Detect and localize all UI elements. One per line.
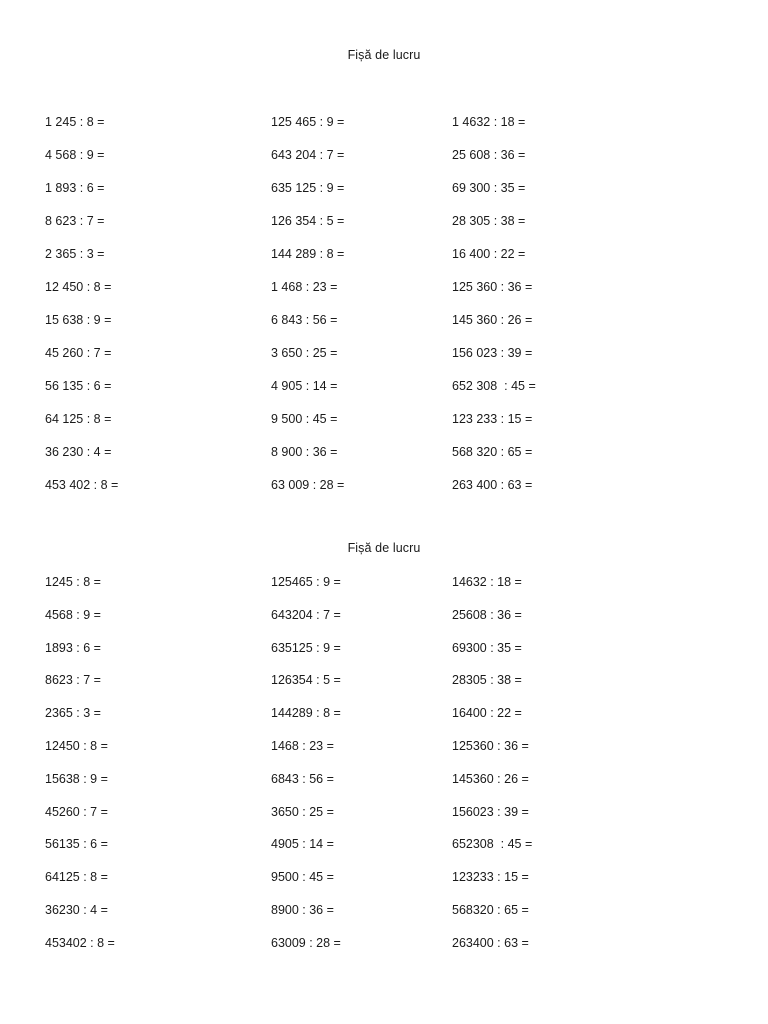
exercise-row bbox=[45, 444, 745, 477]
division-exercise: 6 843 : 56 = bbox=[271, 313, 338, 327]
division-exercise: 69 300 : 35 = bbox=[452, 181, 526, 195]
division-exercise: 1468 : 23 = bbox=[271, 738, 334, 753]
division-exercise: 652308 : 45 = bbox=[452, 837, 533, 852]
division-exercise: 144 289 : 8 = bbox=[271, 247, 345, 261]
division-exercise: 126 354 : 5 = bbox=[271, 214, 345, 228]
division-exercise: 2 365 : 3 = bbox=[45, 247, 105, 261]
division-exercise: 2365 : 3 = bbox=[45, 706, 101, 721]
exercise-row bbox=[45, 804, 745, 837]
division-exercise: 635125 : 9 = bbox=[271, 640, 341, 655]
division-exercise: 8623 : 7 = bbox=[45, 673, 101, 688]
division-exercise: 28 305 : 38 = bbox=[452, 214, 526, 228]
division-exercise: 156 023 : 39 = bbox=[452, 346, 533, 360]
exercise-row bbox=[45, 213, 745, 246]
division-exercise: 6843 : 56 = bbox=[271, 771, 334, 786]
division-exercise: 643204 : 7 = bbox=[271, 607, 341, 622]
division-exercise: 123 233 : 15 = bbox=[452, 412, 533, 426]
exercise-row bbox=[45, 902, 745, 935]
division-exercise: 69300 : 35 = bbox=[452, 640, 522, 655]
exercise-row bbox=[45, 279, 745, 312]
exercise-row bbox=[45, 738, 745, 771]
exercise-row bbox=[45, 114, 745, 147]
division-exercise: 125 465 : 9 = bbox=[271, 115, 345, 129]
exercise-grid bbox=[45, 114, 745, 510]
division-exercise: 568320 : 65 = bbox=[452, 902, 529, 917]
division-exercise: 635 125 : 9 = bbox=[271, 181, 345, 195]
exercise-row bbox=[45, 411, 745, 444]
exercise-row bbox=[45, 574, 745, 607]
division-exercise: 3650 : 25 = bbox=[271, 804, 334, 819]
exercise-row bbox=[45, 771, 745, 804]
division-exercise: 8 900 : 36 = bbox=[271, 445, 338, 459]
division-exercise: 156023 : 39 = bbox=[452, 804, 529, 819]
division-exercise: 145360 : 26 = bbox=[452, 771, 529, 786]
division-exercise: 453 402 : 8 = bbox=[45, 478, 119, 492]
division-exercise: 123233 : 15 = bbox=[452, 870, 529, 885]
exercise-row bbox=[45, 869, 745, 902]
division-exercise: 45260 : 7 = bbox=[45, 804, 108, 819]
division-exercise: 125465 : 9 = bbox=[271, 575, 341, 589]
exercise-row bbox=[45, 672, 745, 705]
division-exercise: 263400 : 63 = bbox=[452, 935, 529, 950]
exercise-row bbox=[45, 836, 745, 869]
division-exercise: 64125 : 8 = bbox=[45, 870, 108, 885]
division-exercise: 64 125 : 8 = bbox=[45, 412, 112, 426]
worksheet-title: Fișă de lucru bbox=[347, 541, 421, 555]
division-exercise: 1 893 : 6 = bbox=[45, 181, 105, 195]
division-exercise: 1245 : 8 = bbox=[45, 575, 101, 589]
exercise-row bbox=[45, 705, 745, 738]
division-exercise: 16400 : 22 = bbox=[452, 706, 522, 721]
exercise-row bbox=[45, 477, 745, 510]
division-exercise: 25 608 : 36 = bbox=[452, 148, 526, 162]
division-exercise: 145 360 : 26 = bbox=[452, 313, 533, 327]
exercise-grid bbox=[45, 574, 745, 968]
exercise-row bbox=[45, 147, 745, 180]
division-exercise: 1 468 : 23 = bbox=[271, 280, 338, 294]
division-exercise: 63009 : 28 = bbox=[271, 935, 341, 950]
division-exercise: 126354 : 5 = bbox=[271, 673, 341, 688]
division-exercise: 16 400 : 22 = bbox=[452, 247, 526, 261]
division-exercise: 4905 : 14 = bbox=[271, 837, 334, 852]
exercise-row bbox=[45, 345, 745, 378]
division-exercise: 14632 : 18 = bbox=[452, 575, 522, 589]
division-exercise: 144289 : 8 = bbox=[271, 706, 341, 721]
division-exercise: 8900 : 36 = bbox=[271, 902, 334, 917]
worksheet-title: Fișă de lucru bbox=[347, 48, 421, 62]
division-exercise: 453402 : 8 = bbox=[45, 935, 115, 950]
division-exercise: 1 245 : 8 = bbox=[45, 115, 105, 129]
division-exercise: 56 135 : 6 = bbox=[45, 379, 112, 393]
division-exercise: 36230 : 4 = bbox=[45, 902, 108, 917]
exercise-row bbox=[45, 640, 745, 673]
division-exercise: 652 308 : 45 = bbox=[452, 379, 536, 393]
division-exercise: 12450 : 8 = bbox=[45, 738, 108, 753]
division-exercise: 36 230 : 4 = bbox=[45, 445, 112, 459]
division-exercise: 4 568 : 9 = bbox=[45, 148, 105, 162]
division-exercise: 125 360 : 36 = bbox=[452, 280, 533, 294]
division-exercise: 9 500 : 45 = bbox=[271, 412, 338, 426]
division-exercise: 15638 : 9 = bbox=[45, 771, 108, 786]
division-exercise: 125360 : 36 = bbox=[452, 738, 529, 753]
exercise-row bbox=[45, 935, 745, 968]
division-exercise: 15 638 : 9 = bbox=[45, 313, 112, 327]
division-exercise: 643 204 : 7 = bbox=[271, 148, 345, 162]
division-exercise: 1893 : 6 = bbox=[45, 640, 101, 655]
division-exercise: 1 4632 : 18 = bbox=[452, 115, 526, 129]
division-exercise: 12 450 : 8 = bbox=[45, 280, 112, 294]
exercise-row bbox=[45, 246, 745, 279]
division-exercise: 3 650 : 25 = bbox=[271, 346, 338, 360]
division-exercise: 568 320 : 65 = bbox=[452, 445, 533, 459]
division-exercise: 28305 : 38 = bbox=[452, 673, 522, 688]
exercise-row bbox=[45, 607, 745, 640]
exercise-row bbox=[45, 378, 745, 411]
division-exercise: 263 400 : 63 = bbox=[452, 478, 533, 492]
division-exercise: 56135 : 6 = bbox=[45, 837, 108, 852]
division-exercise: 8 623 : 7 = bbox=[45, 214, 105, 228]
division-exercise: 63 009 : 28 = bbox=[271, 478, 345, 492]
division-exercise: 4568 : 9 = bbox=[45, 607, 101, 622]
division-exercise: 25608 : 36 = bbox=[452, 607, 522, 622]
division-exercise: 4 905 : 14 = bbox=[271, 379, 338, 393]
exercise-row bbox=[45, 180, 745, 213]
division-exercise: 9500 : 45 = bbox=[271, 870, 334, 885]
division-exercise: 45 260 : 7 = bbox=[45, 346, 112, 360]
exercise-row bbox=[45, 312, 745, 345]
